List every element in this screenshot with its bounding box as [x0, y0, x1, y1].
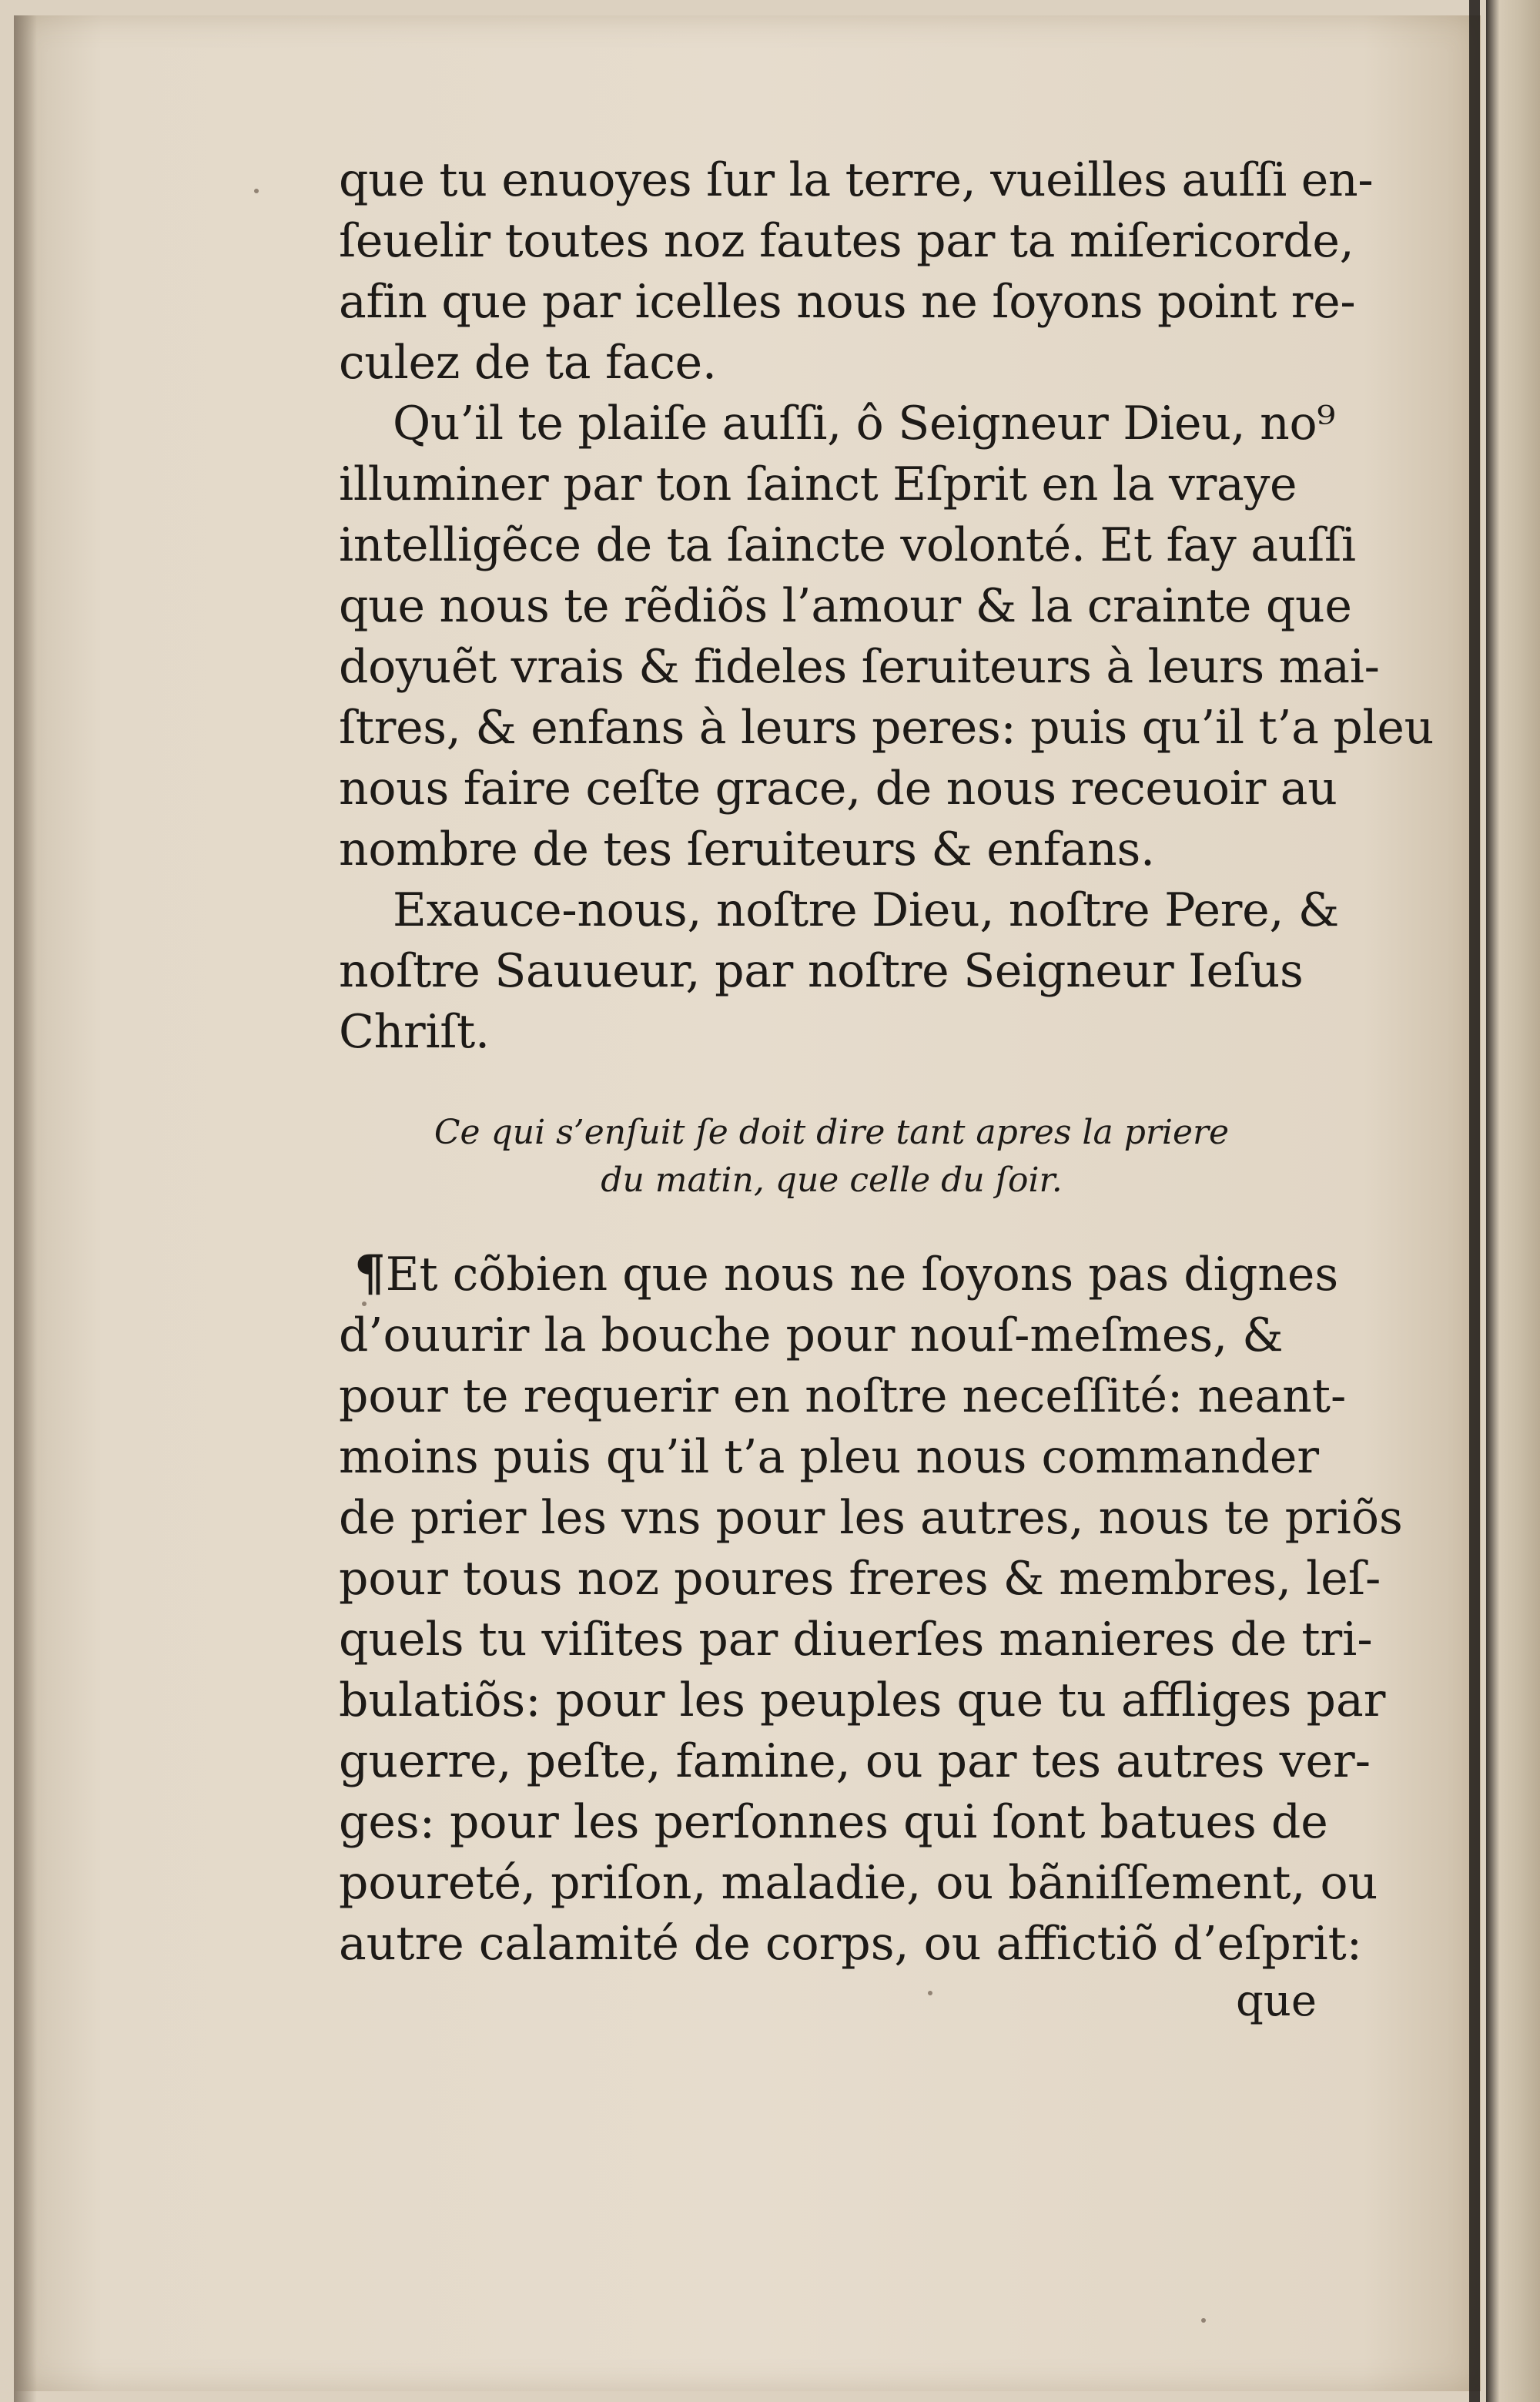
text-line: que nous te rẽdiõs l’amour & la crainte que — [339, 579, 1352, 633]
heading-line: Ce qui s’enſuit ſe doit dire tant apres la priere — [434, 1113, 1230, 1152]
text-line: ges: pour les perſonnes qui ſont batues de — [339, 1795, 1328, 1849]
adjacent-page-edge — [1486, 0, 1540, 2402]
text-line: d’ouurir la bouche pour nouſ-meſmes, & — [339, 1308, 1284, 1362]
text-line: Exauce-nous, noſtre Dieu, noſtre Pere, & — [393, 883, 1339, 937]
text-line: pour tous noz poures freres & membres, leſ- — [339, 1552, 1381, 1606]
text-line: doyuẽt vrais & fideles ſeruiteurs à leurs mai- — [339, 640, 1380, 694]
ink-speck — [1201, 2318, 1206, 2323]
body-text — [339, 150, 1434, 2028]
binding-edge — [1469, 0, 1480, 2402]
catchword: que — [1235, 1976, 1317, 2026]
section-heading — [339, 1109, 1324, 1204]
text-line: Chriſt. — [339, 1005, 490, 1059]
text-line: poureté, priſon, maladie, ou bãniſſement, ou — [339, 1856, 1378, 1910]
text-line: Qu’il te plaiſe auſſi, ô Seigneur Dieu, no⁹ — [393, 397, 1336, 451]
text-line: quels tu viſites par diuerſes manieres de tri- — [339, 1613, 1373, 1667]
text-line: de prier les vns pour les autres, nous te priõs — [339, 1491, 1403, 1545]
text-line: Et cõbien que nous ne ſoyons pas dignes — [385, 1248, 1339, 1302]
text-line: bulatiõs: pour les peuples que tu affliges par — [339, 1673, 1386, 1727]
text-line: que tu enuoyes ſur la terre, vueilles auſſi en- — [339, 153, 1374, 207]
text-line: pour te requerir en noſtre neceſſité: neant- — [339, 1369, 1347, 1423]
paragraph-exauce — [339, 880, 1339, 1063]
text-line: nous faire ceſte grace, de nous receuoir au — [339, 762, 1337, 816]
text-line: afin que par icelles nous ne ſoyons point re- — [339, 275, 1356, 329]
text-line: illuminer par ton ſainct Eſprit en la vraye — [339, 457, 1297, 511]
ink-speck — [254, 189, 259, 193]
text-line: autre calamité de corps, ou affictiõ d’eſprit: — [339, 1917, 1362, 1971]
text-line: guerre, peſte, famine, ou par tes autres ver- — [339, 1734, 1371, 1788]
text-line: intelligẽce de ta ſaincte volonté. Et fay auſſi — [339, 518, 1356, 572]
text-line: ſeuelir toutes noz fautes par ta miſericorde, — [339, 214, 1354, 268]
pilcrow-mark: ¶ — [354, 1245, 386, 1302]
gutter-shadow — [14, 15, 37, 2402]
text-line: culez de ta face. — [339, 336, 717, 390]
paragraph-intercession — [339, 1243, 1403, 1975]
text-line: noſtre Sauueur, par noſtre Seigneur Ieſus — [339, 944, 1304, 998]
paragraph-continued — [339, 150, 1374, 394]
heading-line: du matin, que celle du ſoir. — [601, 1161, 1063, 1200]
text-line: nombre de tes ſeruiteurs & enfans. — [339, 822, 1155, 876]
text-line: ſtres, & enfans à leurs peres: puis qu’il t’a pleu — [339, 701, 1434, 755]
text-line: moins puis qu’il t’a pleu nous commander — [339, 1430, 1320, 1484]
paragraph-illumination — [339, 394, 1434, 880]
